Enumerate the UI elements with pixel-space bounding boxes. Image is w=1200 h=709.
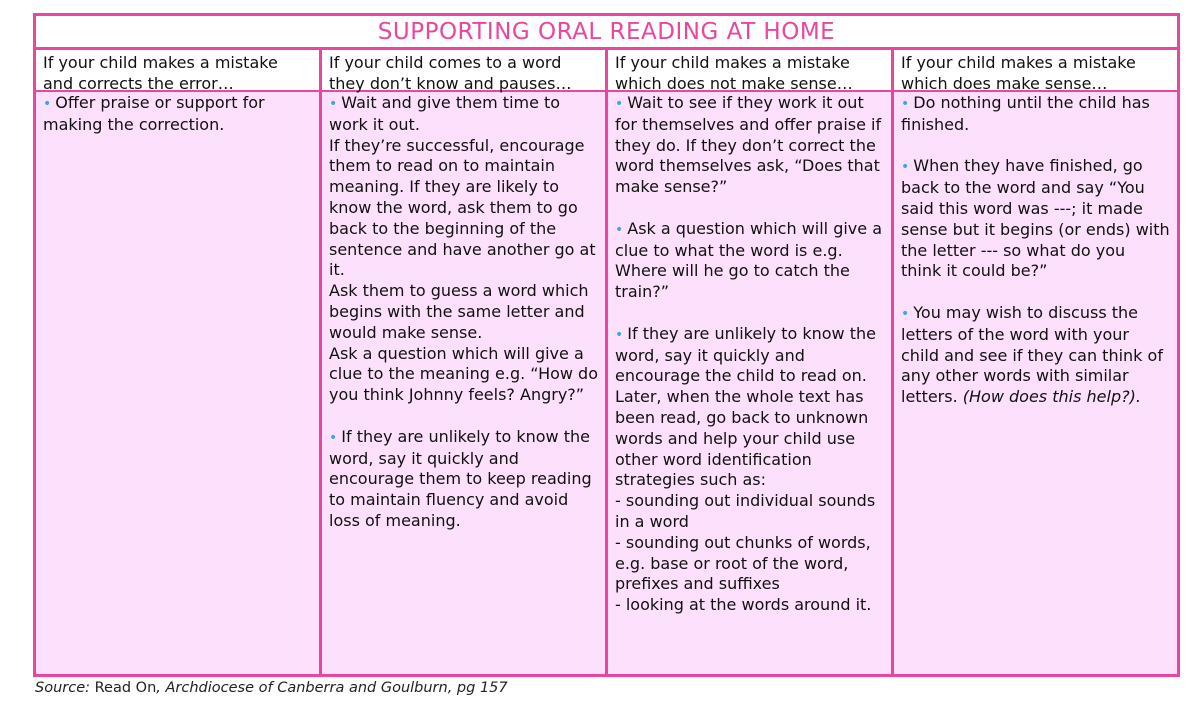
paragraph: - sounding out individual sounds in a word — [615, 491, 876, 531]
paragraph-gap — [901, 136, 1170, 157]
paragraph-gap — [901, 282, 1170, 303]
paragraph-gap — [615, 198, 884, 219]
table-title: SUPPORTING ORAL READING AT HOME — [36, 16, 1177, 50]
column-body — [608, 92, 891, 674]
reading-guide-table — [33, 13, 1180, 677]
paragraph — [901, 303, 1170, 408]
paragraph-text: If they are unlikely to know the word, say it quickly and encourage the child to read on. Later, when the whole text has been read, go back to unknown words and help your child use other word identification strategies such as: — [615, 323, 876, 490]
paragraph-text: Wait and give them time to work it out. — [329, 93, 561, 134]
bullet-icon: • — [615, 96, 624, 112]
column-heading: If your child makes a mistake and corrects the error… — [36, 50, 319, 92]
column-mistake-no-sense — [608, 50, 894, 674]
paragraph: - looking at the words around it. — [615, 595, 872, 615]
paragraph: Ask a question which will give a clue to the meaning e.g. “How do you think Johnny feels? Angry?” — [329, 343, 598, 405]
paragraph — [43, 93, 312, 136]
bullet-icon: • — [329, 429, 338, 446]
paragraph-text: Wait to see if they work it out for themselves and offer praise if they do. If they don’t correct the word themselves ask, “Does that make sense?” — [615, 93, 882, 197]
paragraph-italic-note: (How does this help?). — [962, 387, 1141, 407]
paragraph-text: When they have finished, go back to the word and say “You said this word was ---; it made sense but it begins (or ends) with the letter --- so what do you think it could be?” — [901, 156, 1170, 281]
paragraph-gap — [329, 406, 598, 427]
paragraph-text: Do nothing until the child has finished. — [901, 93, 1150, 134]
paragraph — [901, 93, 1170, 136]
paragraph — [615, 324, 884, 491]
paragraph: - sounding out chunks of words, e.g. base or root of the word, prefixes and suffixes — [615, 532, 871, 594]
column-heading: If your child makes a mistake which does not make sense… — [608, 50, 891, 92]
table-columns — [36, 50, 1177, 674]
paragraph-text: You may wish to discuss the letters of the word with your child and see if they can think of any other words with similar letters. — [901, 302, 1163, 407]
source-publication: Read On — [94, 680, 157, 696]
paragraph — [329, 427, 598, 532]
paragraph — [901, 156, 1170, 282]
paragraph — [615, 219, 884, 303]
bullet-icon: • — [901, 96, 910, 112]
column-body — [894, 92, 1177, 674]
paragraph: If they’re successful, encourage them to read on to maintain meaning. If they are likely to know the word, ask them to go back to the beginning of the sentence and have another go at it. — [329, 135, 596, 280]
paragraph: Ask them to guess a word which begins with the same letter and would make sense. — [329, 281, 589, 342]
source-details: , Archdiocese of Canberra and Goulburn, pg 157 — [156, 680, 508, 696]
bullet-icon: • — [43, 96, 52, 112]
paragraph — [615, 93, 884, 198]
bullet-icon: • — [901, 305, 910, 322]
column-mistake-makes-sense — [894, 50, 1177, 674]
paragraph-text: Offer praise or support for making the correction. — [43, 93, 265, 134]
paragraph-text: If they are unlikely to know the word, say it quickly and encourage them to keep reading to maintain fluency and avoid loss of meaning. — [329, 426, 592, 530]
bullet-icon: • — [901, 159, 910, 176]
bullet-icon: • — [329, 96, 338, 112]
source-citation — [35, 680, 508, 696]
column-self-corrects — [36, 50, 322, 674]
column-body — [322, 92, 605, 674]
bullet-icon: • — [615, 326, 624, 343]
column-body — [36, 92, 319, 674]
column-pauses-on-word — [322, 50, 608, 674]
column-heading: If your child makes a mistake which does make sense… — [894, 50, 1177, 92]
source-label: Source: — [35, 680, 95, 696]
column-heading: If your child comes to a word they don’t know and pauses… — [322, 50, 605, 92]
paragraph-gap — [615, 303, 884, 324]
paragraph — [329, 93, 598, 136]
paragraph-text: Ask a question which will give a clue to what the word is e.g. Where will he go to catch the train?” — [615, 218, 883, 302]
bullet-icon: • — [615, 221, 624, 238]
